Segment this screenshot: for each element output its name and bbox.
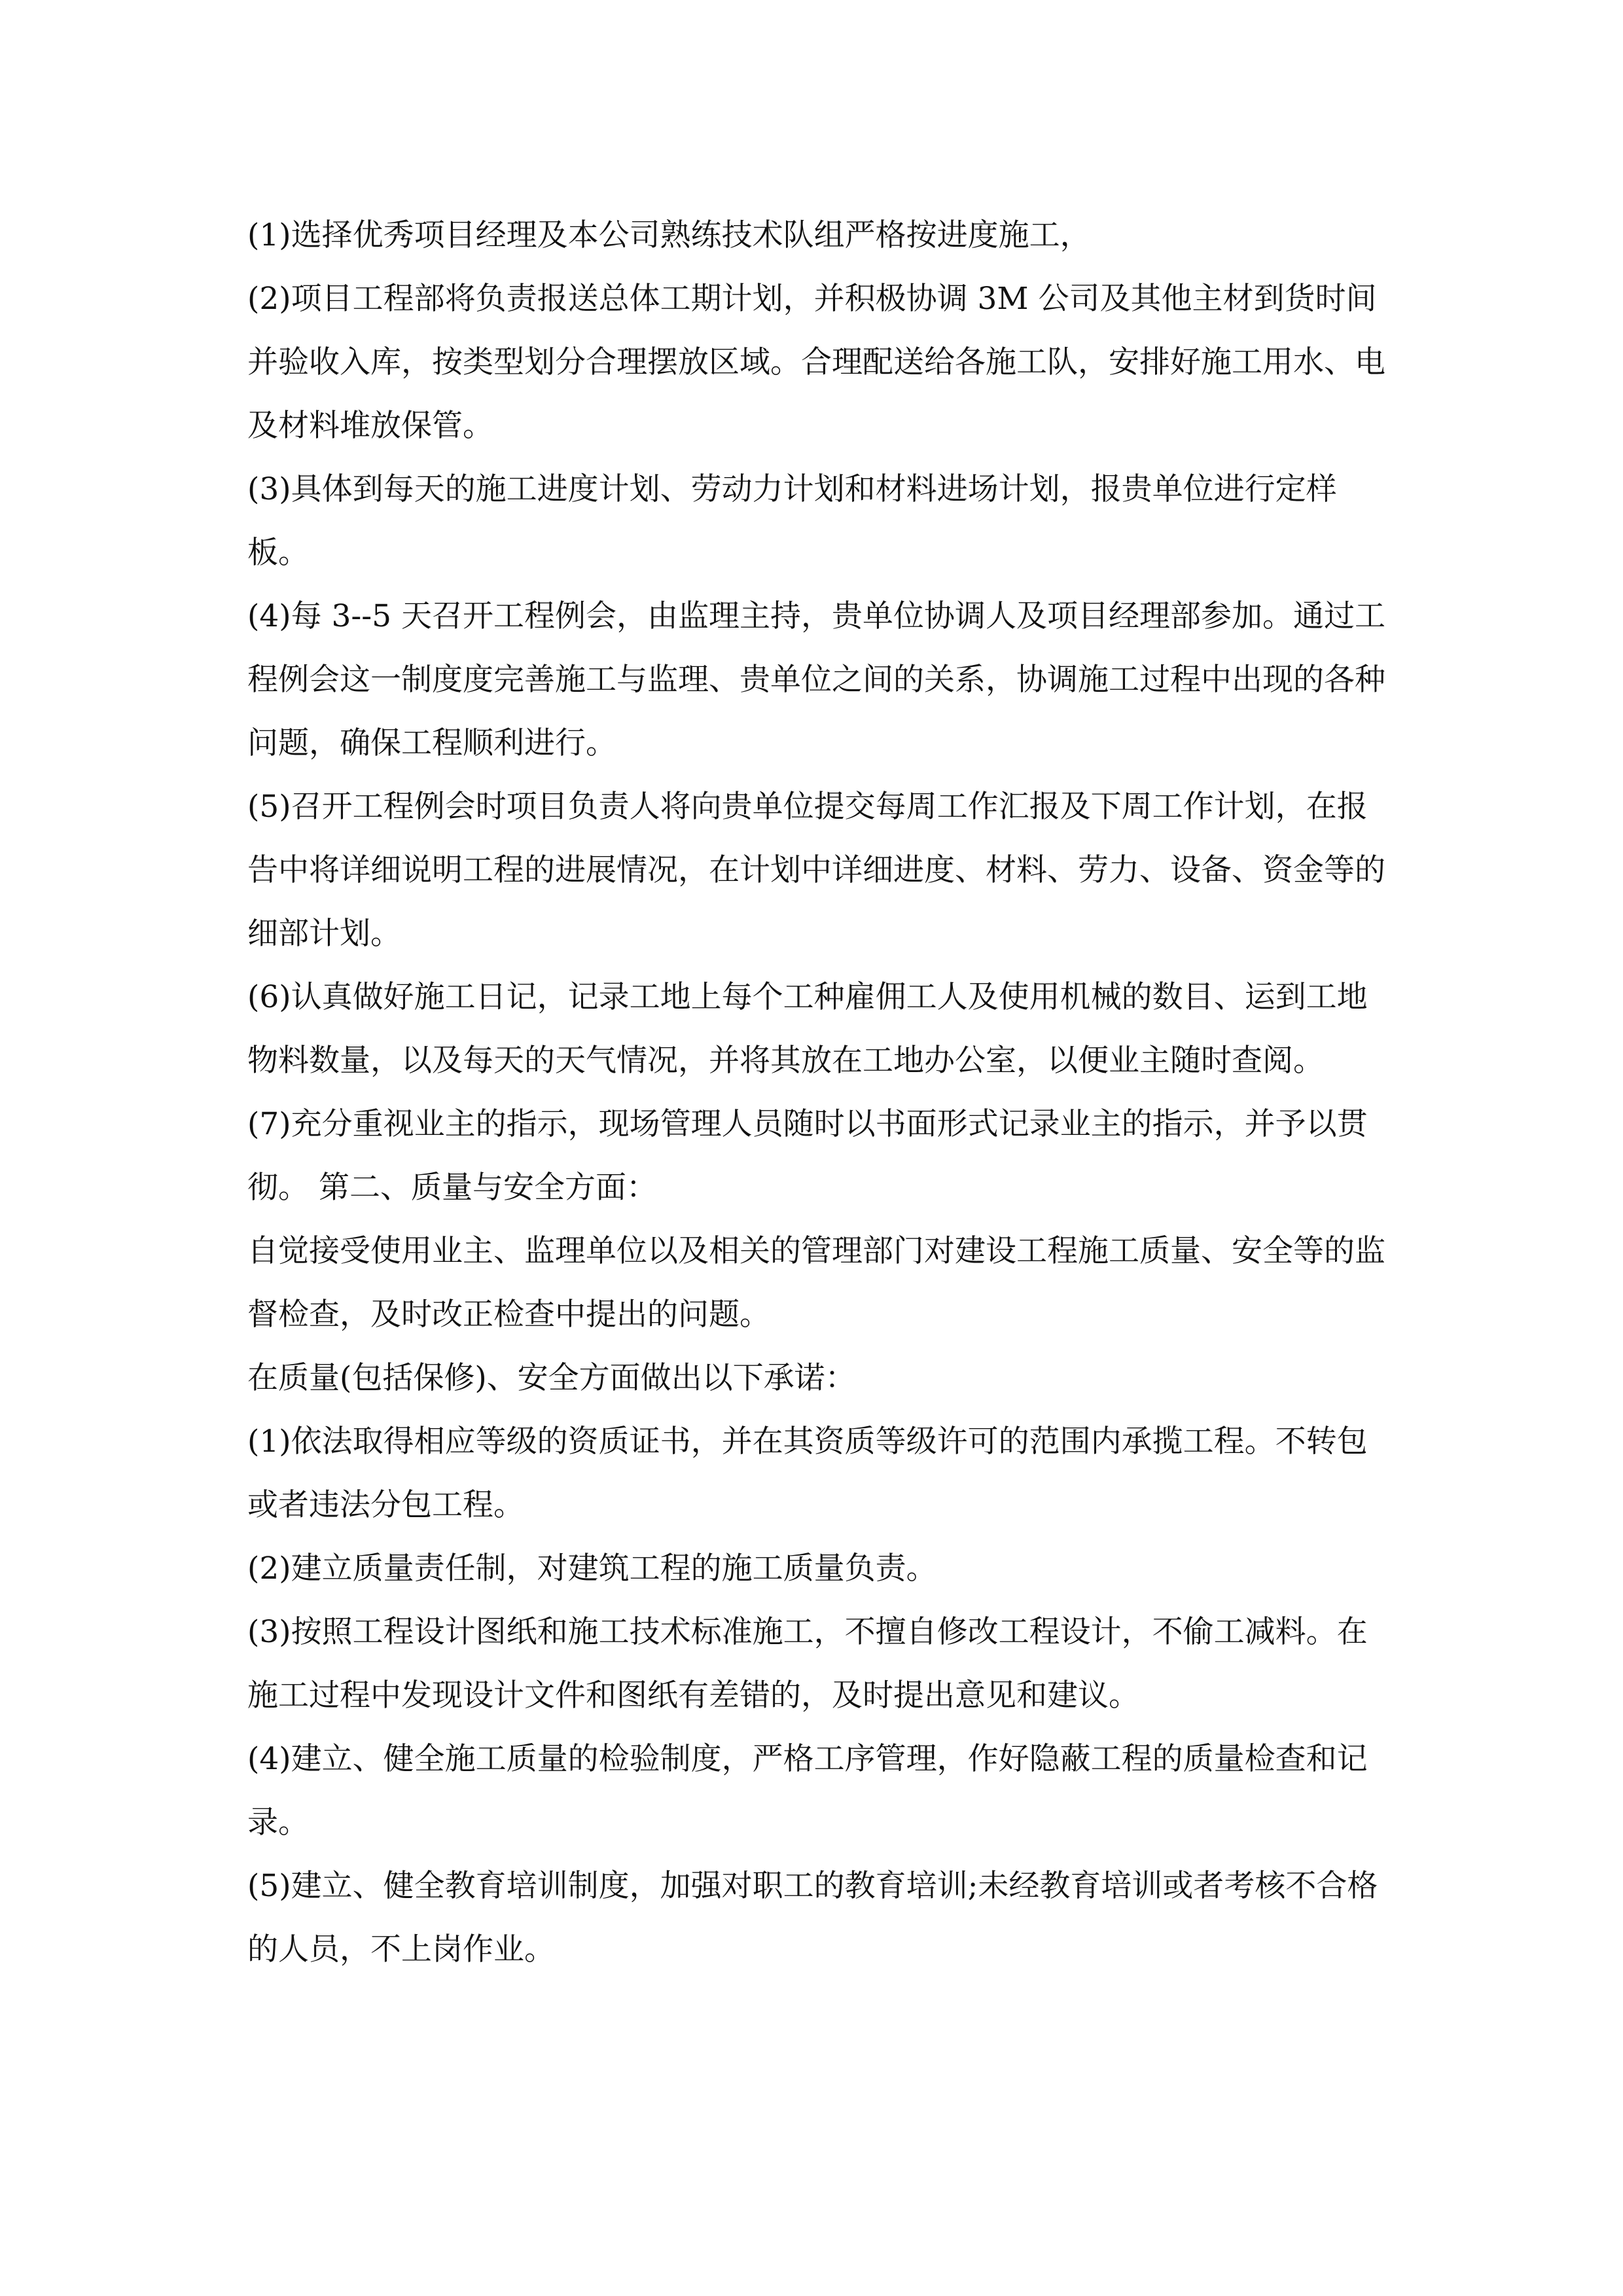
paragraph-quality-5: (5)建立、健全教育培训制度，加强对职工的教育培训;未经教育培训或者考核不合格的人员，不上岗作业。 <box>247 1868 1378 1967</box>
paragraph-quality-4: (4)建立、健全施工质量的检验制度，严格工序管理，作好隐蔽工程的质量检查和记录。 <box>247 1741 1368 1840</box>
paragraph-progress-2: (2)项目工程部将负责报送总体工期计划，并积极协调 3M 公司及其他主材到货时间并验收入库，按类型划分合理摆放区域。合理配送给各施工队，安排好施工用水、电及材料堆放保管。 <box>247 281 1385 444</box>
paragraph-progress-5: (5)召开工程例会时项目负责人将向贵单位提交每周工作汇报及下周工作计划，在报告中将详细说明工程的进展情况，在计划中详细进度、材料、劳力、设备、资金等的细部计划。 <box>247 789 1385 952</box>
paragraph-commitment-intro: 在质量(包括保修)、安全方面做出以下承诺： <box>247 1360 856 1396</box>
paragraph-progress-3: (3)具体到每天的施工进度计划、劳动力计划和材料进场计划，报贵单位进行定样板。 <box>247 471 1337 571</box>
paragraph-progress-4: (4)每 3--5 天召开工程例会，由监理主持，贵单位协调人及项目经理部参加。通过工程例会这一制度度完善施工与监理、贵单位之间的关系，协调施工过程中出现的各种问题，确保工程顺利进行。 <box>247 598 1386 761</box>
paragraph-progress-1: (1)选择优秀项目经理及本公司熟练技术队组严格按进度施工， <box>247 217 1091 253</box>
document-body <box>247 204 1386 1981</box>
paragraph-quality-1: (1)依法取得相应等级的资质证书，并在其资质等级许可的范围内承揽工程。不转包或者违法分包工程。 <box>247 1424 1368 1523</box>
paragraph-progress-7: (7)充分重视业主的指示，现场管理人员随时以书面形式记录业主的指示，并予以贯彻。 第二、质量与安全方面： <box>247 1106 1368 1206</box>
paragraph-quality-3: (3)按照工程设计图纸和施工技术标准施工，不擅自修改工程设计，不偷工减料。在施工过程中发现设计文件和图纸有差错的，及时提出意见和建议。 <box>247 1614 1368 1713</box>
paragraph-quality-2: (2)建立质量责任制，对建筑工程的施工质量负责。 <box>247 1551 937 1587</box>
paragraph-progress-6: (6)认真做好施工日记，记录工地上每个工种雇佣工人及使用机械的数目、运到工地物料数量，以及每天的天气情况，并将其放在工地办公室，以便业主随时查阅。 <box>247 979 1368 1079</box>
paragraph-supervision: 自觉接受使用业主、监理单位以及相关的管理部门对建设工程施工质量、安全等的监督检查，及时改正检查中提出的问题。 <box>247 1233 1385 1333</box>
